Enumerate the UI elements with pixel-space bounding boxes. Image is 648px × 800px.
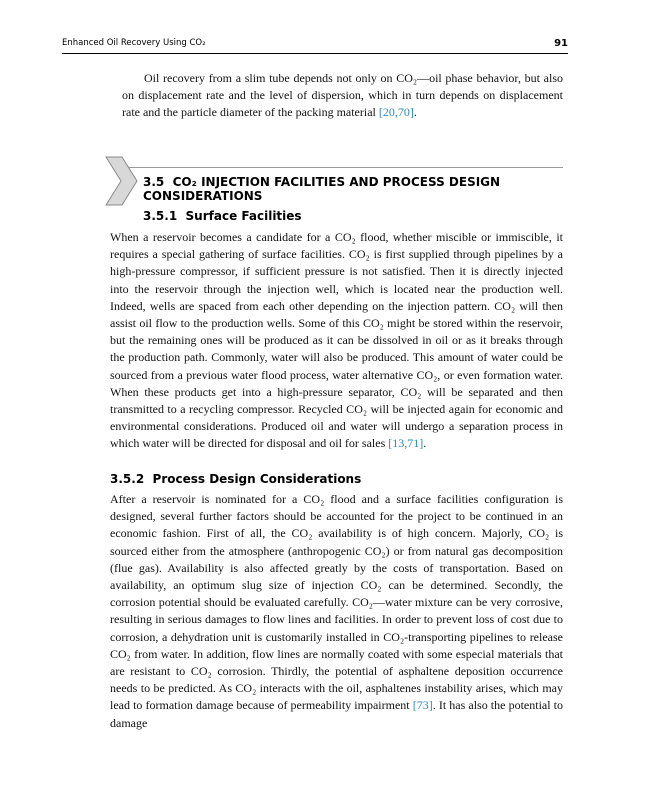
paragraph-end: . It has also the potential to damage bbox=[110, 698, 564, 730]
section-rule bbox=[124, 167, 563, 168]
citation-link[interactable]: [73] bbox=[412, 698, 433, 713]
section-heading bbox=[143, 175, 543, 203]
intro-text: Oil recovery from a slim tube depends not only on CO₂—oil phase behavior, but also on displacement rate and the level of dispersion, which in turn depends on displacement rate and the particle diameter of the packing material bbox=[122, 71, 563, 120]
page-number: 91 bbox=[554, 38, 568, 49]
running-title: Enhanced Oil Recovery Using CO₂ bbox=[62, 38, 206, 48]
intro-end: . bbox=[413, 105, 417, 120]
subsection-title: Surface Facilities bbox=[185, 209, 302, 223]
subsection-heading bbox=[143, 209, 302, 224]
paragraph-text: When a reservoir becomes a candidate for a CO₂ flood, whether miscible or immiscible, it requires a special gathering of surface facilities. CO₂ is first supplied through pipelines by a high-pressure compressor, if sufficient pressure is not satisfied. Then it is directly injected into the reservoir through the injection well, which is located near the production well. Indeed, wells are spaced from each other depending on the injection pattern. CO₂ will then assist oil flow to the production wells. Some of this CO₂ might be stored within the reservoir, but the remaining ones will be produced as it can be dissolved in oil or as it breaks through the production path. Commonly, water will also be produced. This amount of water could be sourced from a previous water flood process, water alternative CO₂, or even formation water. When these products get into a high-pressure separator, CO₂ will be separated and then transmitted to a recycling compressor. Recycled CO₂ will be injected again for economic and environmental considerations. Produced oil and water will undergo a separation process in which water will be directed for disposal and oil for sales bbox=[110, 230, 563, 451]
process-design-paragraph bbox=[110, 491, 563, 732]
section-title: CO₂ INJECTION FACILITIES AND PROCESS DESIGN CONSIDERATIONS bbox=[143, 175, 501, 203]
subsection-number: 3.5.1 bbox=[143, 209, 178, 223]
subsection-title: Process Design Considerations bbox=[152, 472, 362, 486]
chevron-icon bbox=[104, 156, 138, 206]
citation-link[interactable]: [20,70] bbox=[378, 105, 414, 120]
paragraph-text: After a reservoir is nominated for a CO₂ flood and a surface facilities configuration is designed, several further factors should be accounted for the project to be continued in an economic fashion. First of all, the CO₂ availability is of high concern. Majorly, CO₂ is sourced either from the atmosphere (anthropogenic CO₂) or from natural gas decomposition (flue gas). Availability is also affected greatly by the costs of transportation. Based on availability, an optimum slug size of injection CO₂ can be determined. Secondly, the corrosion potential should be evaluated carefully. CO₂—water mixture can be very corrosive, resulting in serious damages to flow lines and facilities. In order to prevent loss of cost due to corrosion, a dehydration unit is customarily installed in CO₂-transporting pipelines to release CO₂ from water. In addition, flow lines are normally coated with some especial materials that are resistant to CO₂ corrosion. Thirdly, the potential of asphaltene deposition occurrence needs to be predicted. As CO₂ interacts with the oil, asphaltenes instability arises, which may lead to formation damage because of permeability impairment bbox=[110, 492, 563, 713]
section-number: 3.5 bbox=[143, 175, 165, 189]
running-header bbox=[62, 38, 568, 52]
surface-facilities-paragraph bbox=[110, 229, 563, 453]
subsection-number: 3.5.2 bbox=[110, 472, 145, 486]
citation-link[interactable]: [13,71] bbox=[388, 436, 424, 451]
paragraph-end: . bbox=[423, 436, 427, 451]
header-rule bbox=[62, 53, 568, 54]
intro-paragraph bbox=[122, 70, 563, 122]
subsection-heading bbox=[110, 472, 361, 487]
